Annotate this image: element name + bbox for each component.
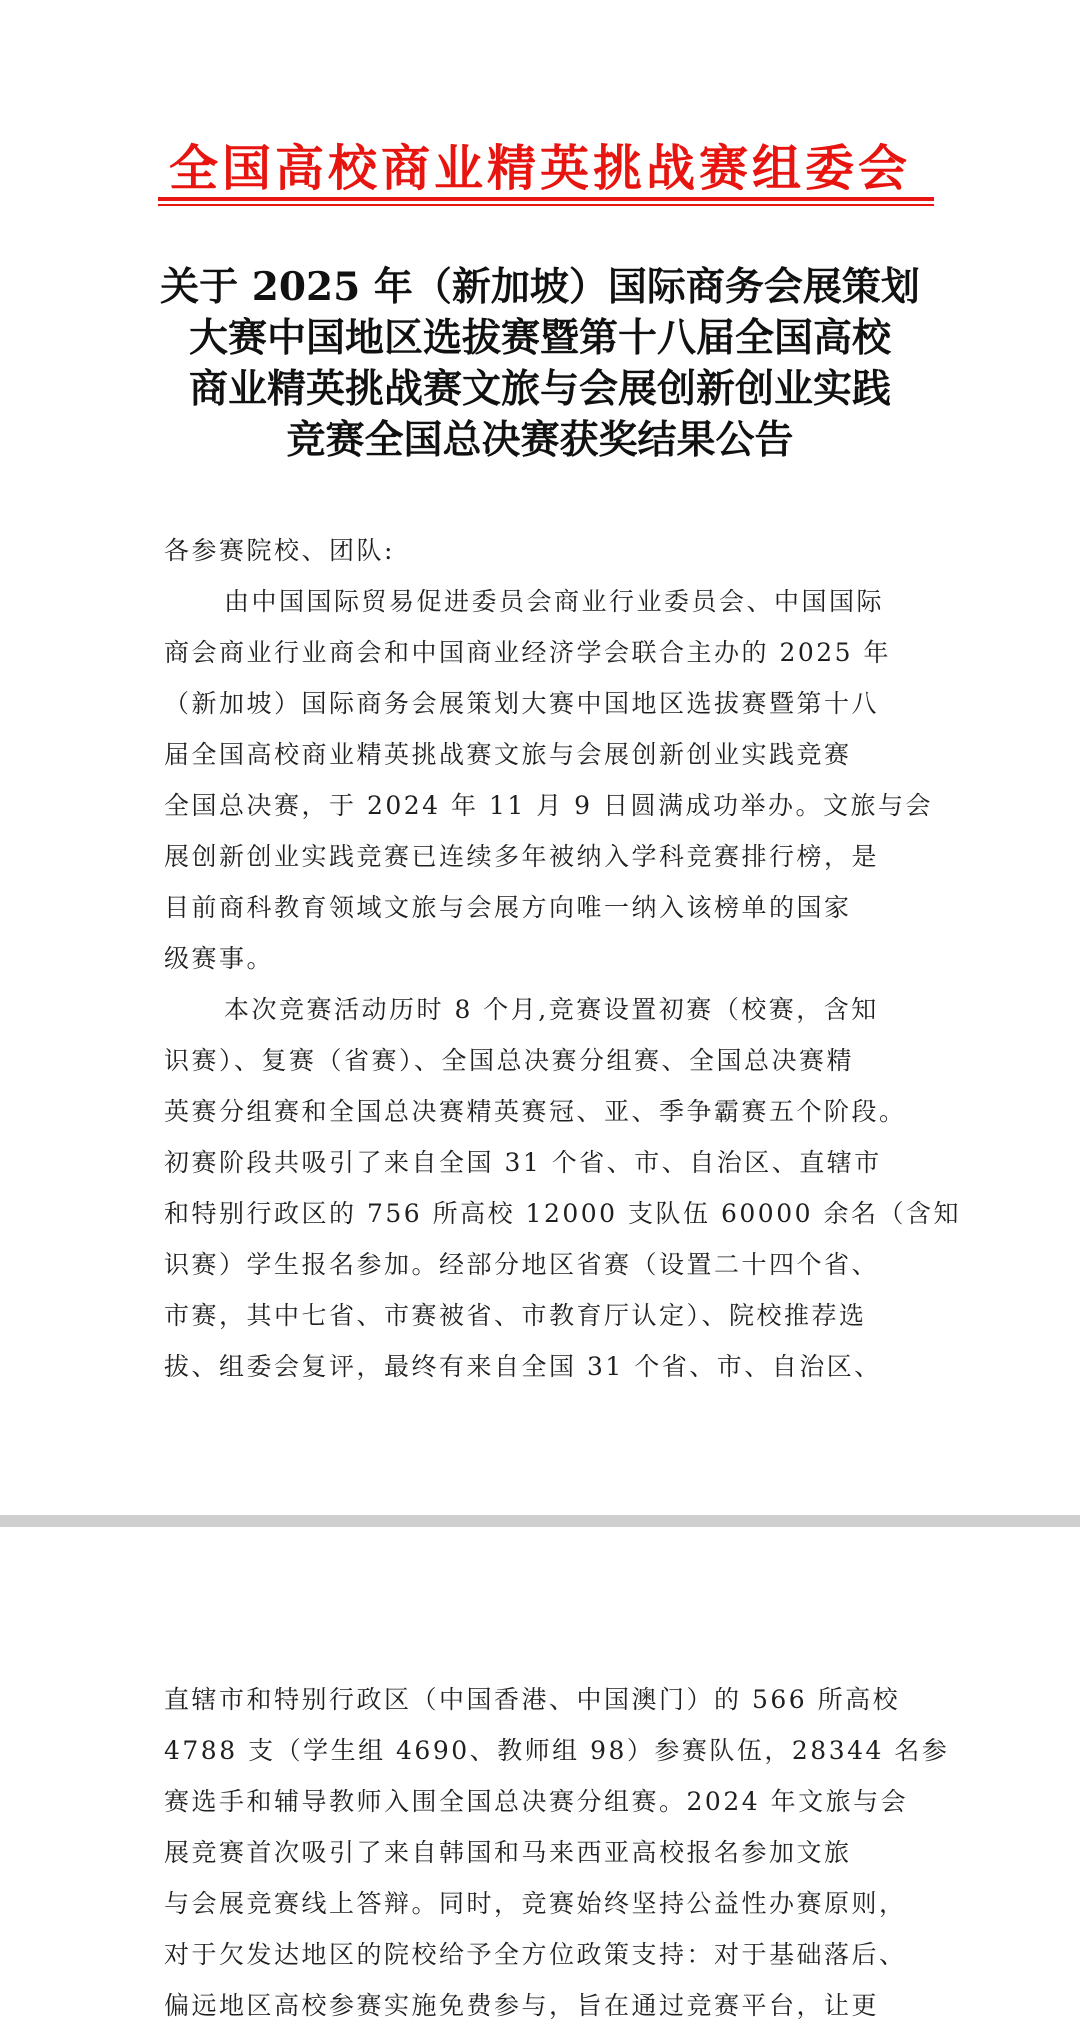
paragraph-line: 识赛）学生报名参加。经部分地区省赛（设置二十四个省、	[164, 1250, 880, 1279]
organization-header: 全国高校商业精英挑战赛组委会	[168, 140, 911, 197]
paragraph-line: 识赛）、复赛（省赛）、全国总决赛分组赛、全国总决赛精	[164, 1046, 855, 1075]
paragraph-line: 和特别行政区的 756 所高校 12000 支队伍 60000 余名（含知	[164, 1199, 961, 1228]
paragraph-line: 英赛分组赛和全国总决赛精英赛冠、亚、季争霸赛五个阶段。	[164, 1097, 907, 1126]
salutation: 各参赛院校、团队:	[164, 536, 395, 565]
title-line: 商业精英挑战赛文旅与会展创新创业实践	[188, 366, 891, 412]
header-rule-thin	[158, 204, 934, 206]
paragraph-line: 拔、组委会复评，最终有来自全国 31 个省、市、自治区、	[164, 1352, 882, 1381]
paragraph-line: 赛选手和辅导教师入围全国总决赛分组赛。2024 年文旅与会	[164, 1787, 909, 1816]
paragraph-line: 由中国国际贸易促进委员会商业行业委员会、中国国际	[224, 587, 885, 616]
paragraph-line: 直辖市和特别行政区（中国香港、中国澳门）的 566 所高校	[164, 1685, 901, 1714]
paragraph-line: 偏远地区高校参赛实施免费参与，旨在通过竞赛平台，让更	[164, 1991, 880, 2020]
paragraph-line: 届全国高校商业精英挑战赛文旅与会展创新创业实践竞赛	[164, 740, 852, 769]
paragraph-line: 全国总决赛，于 2024 年 11 月 9 日圆满成功举办。文旅与会	[164, 791, 934, 820]
title-line: 关于 2025 年（新加坡）国际商务会展策划	[160, 264, 920, 310]
paragraph-line: 4788 支（学生组 4690、教师组 98）参赛队伍，28344 名参	[164, 1736, 950, 1765]
paragraph-line: 目前商科教育领域文旅与会展方向唯一纳入该榜单的国家	[164, 893, 852, 922]
paragraph-2	[164, 984, 961, 1392]
paragraph-line: 市赛，其中七省、市赛被省、市教育厅认定）、院校推荐选	[164, 1301, 867, 1330]
paragraph-line: 展创新创业实践竞赛已连续多年被纳入学科竞赛排行榜，是	[164, 842, 880, 871]
paragraph-line: 展竞赛首次吸引了来自韩国和马来西亚高校报名参加文旅	[164, 1838, 852, 1867]
paragraph-line: 级赛事。	[164, 944, 275, 973]
title-line: 竞赛全国总决赛获奖结果公告	[286, 417, 794, 463]
document-body-continued	[164, 1674, 950, 2031]
page-separator	[0, 1515, 1080, 1527]
paragraph-line: （新加坡）国际商务会展策划大赛中国地区选拔赛暨第十八	[164, 689, 880, 718]
title-line: 大赛中国地区选拔赛暨第十八届全国高校	[188, 315, 891, 361]
paragraph-1	[164, 576, 934, 984]
paragraph-line: 初赛阶段共吸引了来自全国 31 个省、市、自治区、直辖市	[164, 1148, 882, 1177]
paragraph-line: 本次竞赛活动历时 8 个月,竞赛设置初赛（校赛，含知	[224, 995, 879, 1024]
paragraph-line: 对于欠发达地区的院校给予全方位政策支持：对于基础落后、	[164, 1940, 907, 1969]
document-title	[150, 262, 930, 466]
document-page-2	[0, 1527, 1080, 2020]
header-rule-thick	[158, 197, 934, 201]
paragraph-line: 商会商业行业商会和中国商业经济学会联合主办的 2025 年	[164, 638, 892, 667]
document-body	[164, 525, 961, 1392]
paragraph-line: 与会展竞赛线上答辩。同时，竞赛始终坚持公益性办赛原则，	[164, 1889, 907, 1918]
